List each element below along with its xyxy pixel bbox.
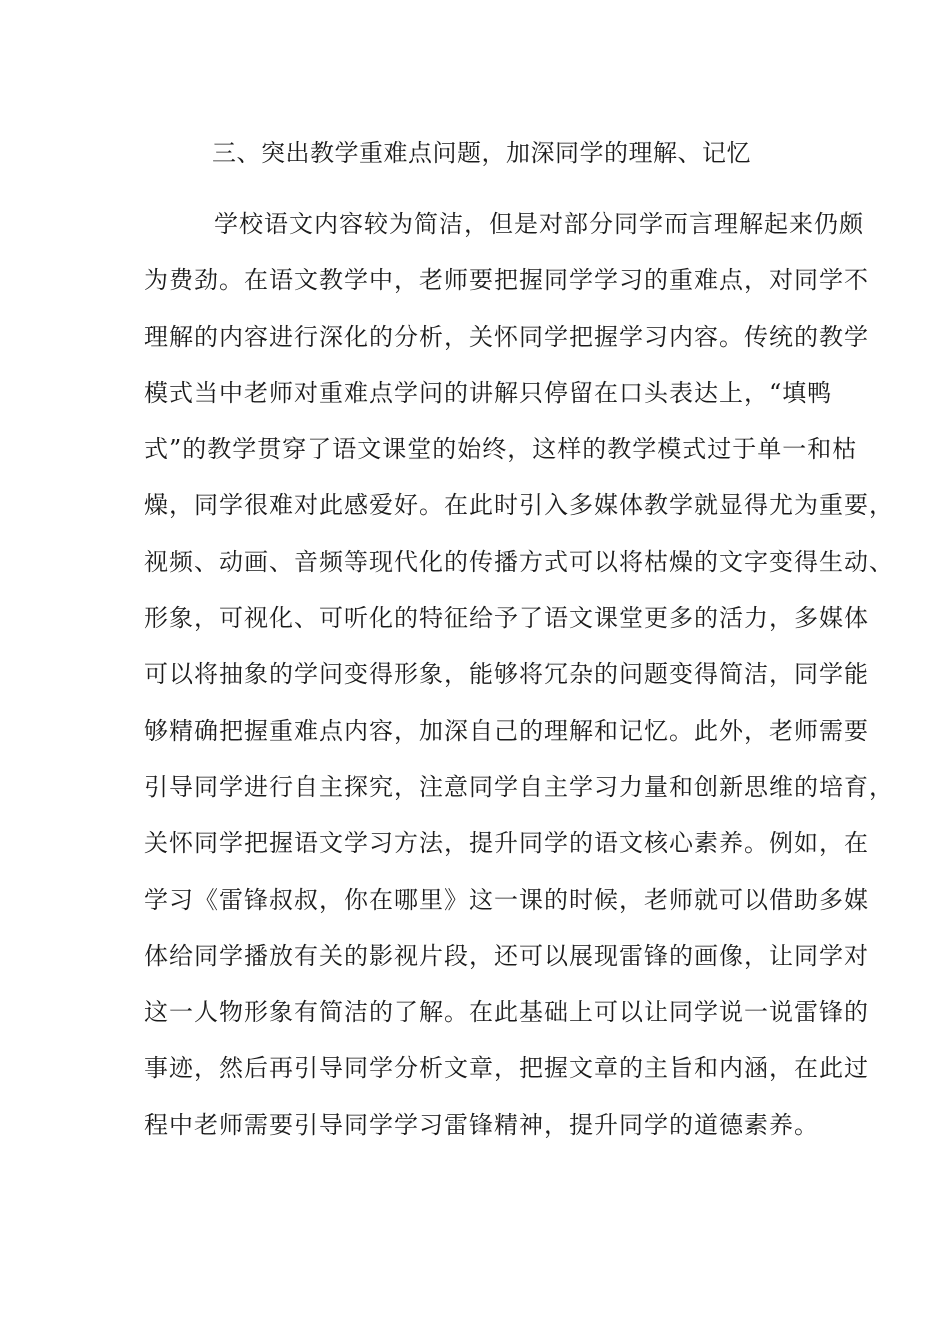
paragraph-line: 关怀同学把握语文学习方法，提升同学的语文核心素养。例如，在 bbox=[144, 829, 869, 858]
paragraph-line: 可以将抽象的学问变得形象，能够将冗杂的问题变得简洁，同学能 bbox=[144, 660, 869, 689]
paragraph-line: 视频、动画、音频等现代化的传播方式可以将枯燥的文字变得生动、 bbox=[144, 547, 894, 576]
paragraph-line: 事迹，然后再引导同学分析文章，把握文章的主旨和内涵，在此过 bbox=[144, 1054, 869, 1083]
paragraph-line: 体给同学播放有关的影视片段，还可以展现雷锋的画像，让同学对 bbox=[144, 941, 869, 970]
paragraph-line: 为费劲。在语文教学中，老师要把握同学学习的重难点，对同学不 bbox=[144, 266, 869, 295]
paragraph-line: 学校语文内容较为简洁，但是对部分同学而言理解起来仍颇 bbox=[214, 210, 864, 238]
paragraph-line: 模式当中老师对重难点学问的讲解只停留在口头表达上，“填鸭 bbox=[144, 378, 833, 407]
paragraph-line: 够精确把握重难点内容，加深自己的理解和记忆。此外，老师需要 bbox=[144, 716, 869, 745]
paragraph-line: 这一人物形象有简洁的了解。在此基础上可以让同学说一说雷锋的 bbox=[144, 998, 869, 1027]
paragraph-line: 式”的教学贯穿了语文课堂的始终，这样的教学模式过于单一和枯 bbox=[144, 435, 858, 464]
paragraph-line: 程中老师需要引导同学学习雷锋精神，提升同学的道德素养。 bbox=[144, 1110, 819, 1139]
paragraph-line: 形象，可视化、可听化的特征给予了语文课堂更多的活力，多媒体 bbox=[144, 604, 869, 633]
section-heading: 三、突出教学重难点问题，加深同学的理解、记忆 bbox=[212, 139, 751, 167]
paragraph-line: 引导同学进行自主探究，注意同学自主学习力量和创新思维的培育， bbox=[144, 772, 894, 801]
paragraph-line: 理解的内容进行深化的分析，关怀同学把握学习内容。传统的教学 bbox=[144, 322, 869, 351]
paragraph-line: 学习《雷锋叔叔，你在哪里》这一课的时候，老师就可以借助多媒 bbox=[144, 885, 869, 914]
paragraph-line: 燥，同学很难对此感爱好。在此时引入多媒体教学就显得尤为重要， bbox=[144, 491, 894, 520]
body-paragraph bbox=[144, 196, 894, 1153]
